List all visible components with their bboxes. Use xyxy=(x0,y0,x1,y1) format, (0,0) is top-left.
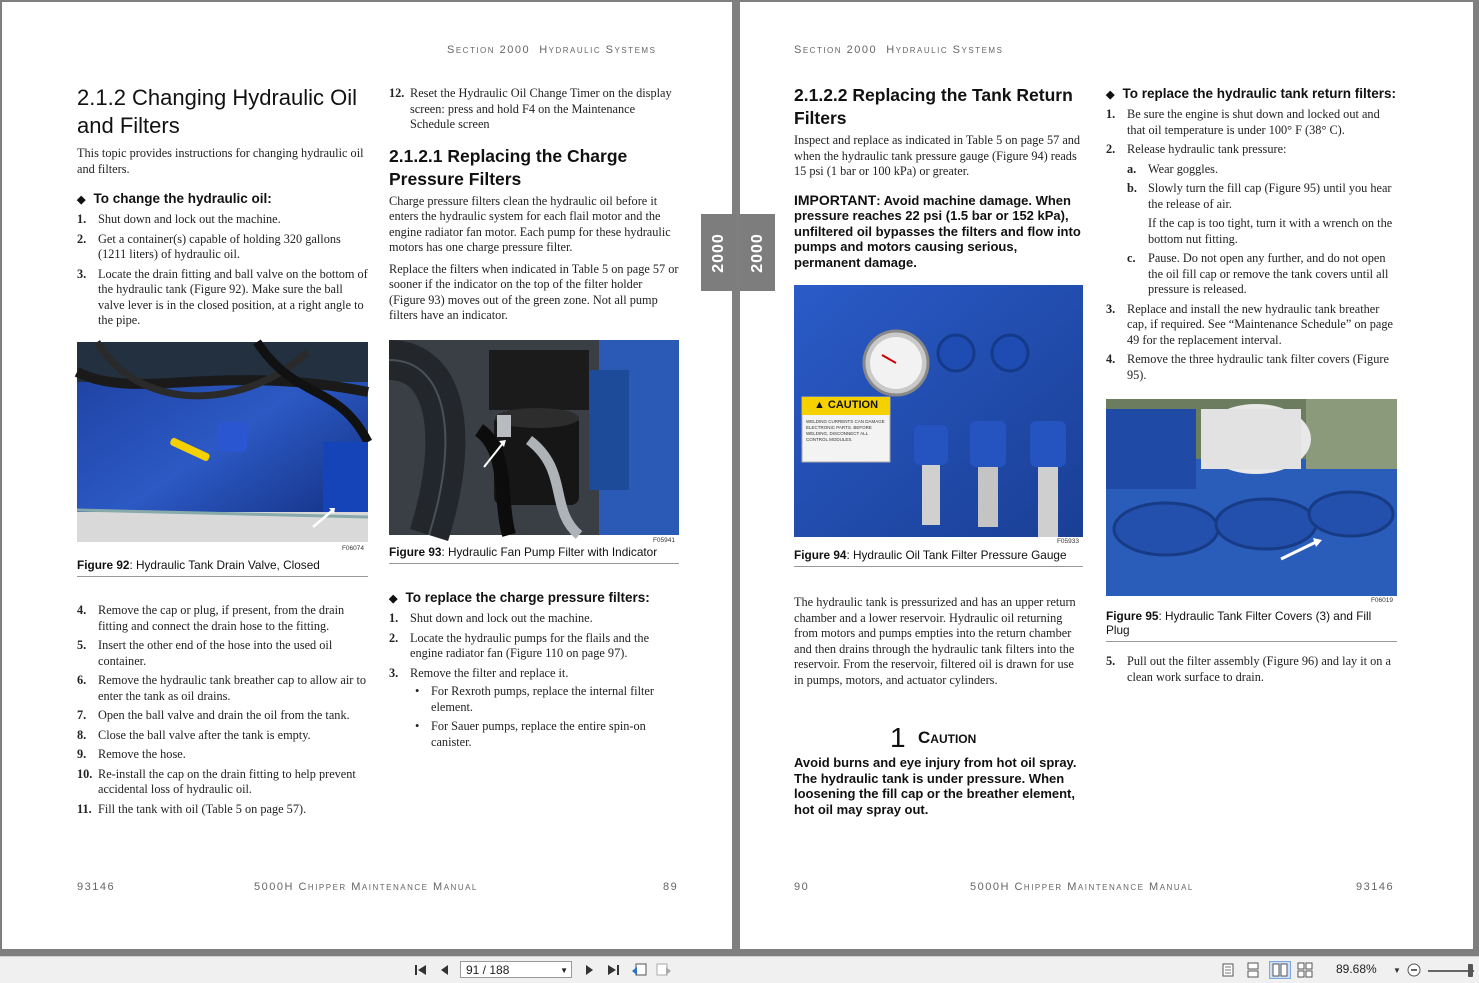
substeps-list xyxy=(1127,162,1398,298)
header-title: Hydraulic Systems xyxy=(886,44,1004,56)
step-number: 2. xyxy=(77,231,87,246)
last-page-icon[interactable] xyxy=(604,961,622,979)
figure-label: Figure 92 xyxy=(77,558,130,572)
step-text: Insert the other end of the hose into the used oil container. xyxy=(98,638,333,668)
step-number: 5. xyxy=(77,638,87,652)
right-page xyxy=(740,2,1473,949)
figure-93-photo xyxy=(389,340,679,544)
figure-caption-text: : Hydraulic Tank Drain Valve, Closed xyxy=(129,558,320,572)
first-page-icon[interactable] xyxy=(412,961,430,979)
caution-symbol: 1 xyxy=(890,722,906,753)
go-back-icon[interactable] xyxy=(630,961,648,979)
caution-sign-label: CAUTION xyxy=(827,399,879,411)
procedure-title xyxy=(389,590,681,605)
caution-sign-header: ▲ CAUTION xyxy=(813,399,879,411)
paragraph: Charge pressure filters clean the hydraulic oil before it enters the hydraulic system for each flail motor and the engine radiator fan motor. Each pump for these hydraulic motors has one charge pressure filter. xyxy=(389,193,671,254)
step-text: Remove the hose. xyxy=(98,747,186,761)
header-section: Section 2000 xyxy=(447,44,531,56)
figure-number: F05941 xyxy=(652,537,675,544)
list-item xyxy=(1106,654,1398,685)
left-column-1-lower xyxy=(77,603,369,821)
step-text: Pull out the filter assembly (Figure 96) and lay it on a clean work surface to drain. xyxy=(1127,654,1391,684)
bullet-item: • For Sauer pumps, replace the entire spin-on canister. xyxy=(410,719,681,750)
caution-heading xyxy=(890,722,976,754)
procedure-title-text: To replace the charge pressure filters: xyxy=(405,590,650,605)
step-text: Re-install the cap on the drain fitting to help prevent accidental loss of hydraulic oil. xyxy=(98,766,356,796)
step-text: Fill the tank with oil (Table 5 on page 57). xyxy=(98,801,307,816)
step-number: 9. xyxy=(77,747,87,761)
subsection-title: 2.1.2.2 Replacing the Tank Return Filters xyxy=(794,85,1073,128)
list-item xyxy=(77,708,369,724)
step-number: 8. xyxy=(77,727,87,742)
figure-caption-text: : Hydraulic Fan Pump Filter with Indicator xyxy=(441,545,658,559)
list-item xyxy=(77,673,369,704)
section-tab-label: 2000 xyxy=(709,232,727,273)
list-item xyxy=(389,666,681,751)
step-text: Locate the hydraulic pumps for the flails and the engine radiator fan (Figure 110 on page 97). xyxy=(410,630,650,660)
figure-label: Figure 95 xyxy=(1106,609,1159,623)
diamond-icon: ◆ xyxy=(77,194,86,206)
continuous-view-icon[interactable] xyxy=(1244,961,1262,979)
two-page-view-icon[interactable] xyxy=(1269,961,1291,979)
caution-body: Avoid burns and eye injury from hot oil spray. The hydraulic tank is under pressure. When loosening the fill cap or the breather element, hot oil may spray out. xyxy=(794,755,1077,817)
steps-list-b xyxy=(77,603,369,817)
step-text: Open the ball valve and drain the oil from the tank. xyxy=(98,708,350,722)
section-title: 2.1.2 Changing Hydraulic Oil and Filters xyxy=(77,85,358,138)
substep-letter: c. xyxy=(1127,251,1136,265)
page-header xyxy=(447,44,656,56)
step-number: 4. xyxy=(1106,352,1116,366)
step-text: Remove the filter and replace it. xyxy=(410,665,569,680)
procedure-title-text: To replace the hydraulic tank return filters: xyxy=(1122,86,1397,101)
right-column-1 xyxy=(794,84,1084,270)
footer-doc-number: 93146 xyxy=(77,881,116,893)
procedure-title-text: To change the hydraulic oil: xyxy=(93,191,272,206)
step-number: 10. xyxy=(77,766,93,781)
step-number: 12. xyxy=(389,86,405,100)
substep-text: Slowly turn the fill cap (Figure 95) until you hear the release of air. xyxy=(1148,181,1392,211)
step-text: Close the ball valve after the tank is empty. xyxy=(98,727,311,742)
footer-doc-number: 93146 xyxy=(1356,881,1395,893)
substep-letter: a. xyxy=(1127,161,1137,176)
drain-valve-image xyxy=(77,342,368,542)
substep-note: If the cap is too tight, turn it with a wrench on the bottom nut fitting. xyxy=(1148,216,1393,246)
list-item xyxy=(1106,352,1398,383)
step-number: 1. xyxy=(1106,107,1116,121)
section-tab xyxy=(740,214,775,291)
tank-filter-covers-image xyxy=(1106,399,1397,596)
diamond-icon: ◆ xyxy=(389,593,398,605)
step-number: 4. xyxy=(77,603,87,617)
step-text: Be sure the engine is shut down and locked out and that oil temperature is under 100° F (38° C). xyxy=(1127,107,1380,137)
step-text: Remove the hydraulic tank breather cap to allow air to enter the tank as oil drains. xyxy=(98,673,367,703)
figure-caption-text: : Hydraulic Tank Filter Covers (3) and Fill Plug xyxy=(1106,609,1372,637)
list-item xyxy=(77,802,369,818)
list-item xyxy=(77,603,369,634)
list-item xyxy=(1127,181,1398,247)
figure-caption-text: : Hydraulic Oil Tank Filter Pressure Gauge xyxy=(846,548,1067,562)
zoom-out-icon[interactable] xyxy=(1405,961,1423,979)
list-item xyxy=(1106,107,1398,138)
section-tab xyxy=(701,214,736,291)
step-text: Shut down and lock out the machine. xyxy=(98,212,281,226)
paragraph: The hydraulic tank is pressurized and has an upper return chamber and a lower reservoir. Hydraulic oil returning from motors and pumps empties into the return chamber and then drains through the hydraulic tank filters into the reservoir. From the reservoir, filtered oil is drawn for use in pumps, motors, and actuator cylinders. xyxy=(794,595,1076,687)
right-column-2 xyxy=(1106,86,1398,387)
step-number: 2. xyxy=(1106,142,1116,156)
intro-text: This topic provides instructions for changing hydraulic oil and filters. xyxy=(77,146,364,176)
step-text: Reset the Hydraulic Oil Change Timer on the display screen: press and hold F4 on the Maintenance Schedule screen xyxy=(410,86,672,131)
fan-pump-filter-image xyxy=(389,340,679,535)
left-column-2 xyxy=(389,86,681,324)
important-label: IMPORTANT xyxy=(794,191,877,208)
step-number: 11. xyxy=(77,801,92,816)
step-number: 3. xyxy=(77,266,87,281)
substep-text: Wear goggles. xyxy=(1148,161,1219,176)
figure-number: F06074 xyxy=(341,545,364,552)
caution-title: Caution xyxy=(918,728,977,747)
subsection-title: 2.1.2.1 Replacing the Charge Pressure Filters xyxy=(389,145,628,189)
figure-95-caption xyxy=(1106,609,1397,642)
step-number: 7. xyxy=(77,708,87,722)
figure-94-photo xyxy=(794,285,1083,545)
next-page-icon[interactable] xyxy=(580,961,598,979)
step-text: Release hydraulic tank pressure: xyxy=(1127,142,1287,156)
step-text: Replace and install the new hydraulic tank breather cap, if required. See “Maintenance Schedule” on page 49 for the replacement interval. xyxy=(1127,301,1393,347)
go-forward-icon[interactable] xyxy=(655,961,673,979)
list-item xyxy=(77,212,369,228)
steps-list-a xyxy=(77,212,369,329)
list-item xyxy=(77,638,369,669)
step-number: 3. xyxy=(1106,301,1116,316)
chevron-down-icon[interactable]: ▼ xyxy=(560,966,568,975)
step-text: Remove the three hydraulic tank filter covers (Figure 95). xyxy=(1127,352,1389,382)
footer-title: 5000H Chipper Maintenance Manual xyxy=(254,881,478,893)
figure-label: Figure 94 xyxy=(794,548,847,562)
list-item xyxy=(77,267,369,329)
list-item xyxy=(1106,302,1398,349)
step-number: 5. xyxy=(1106,654,1116,668)
footer-page-number: 90 xyxy=(794,881,810,893)
single-page-view-icon[interactable] xyxy=(1219,961,1237,979)
step-number: 1. xyxy=(389,611,399,625)
procedure-title xyxy=(1106,86,1398,101)
list-item xyxy=(77,728,369,744)
figure-number: F05933 xyxy=(1056,538,1079,545)
pressure-gauge-image xyxy=(794,285,1083,537)
right-column-2-lower xyxy=(1106,654,1398,689)
figure-93-caption xyxy=(389,545,679,564)
list-item xyxy=(77,767,369,798)
page-indicator-text: 91 / 188 xyxy=(466,963,510,977)
figure-92-photo xyxy=(77,342,368,552)
substep-text: Pause. Do not open any further, and do not open the oil fill cap or remove the tank covers until all pressure is released. xyxy=(1148,251,1389,296)
steps-list-1-2 xyxy=(1106,107,1398,383)
figure-94-caption xyxy=(794,548,1083,567)
list-item xyxy=(389,611,681,627)
section-tab-label: 2000 xyxy=(748,232,766,273)
step-text: Locate the drain fitting and ball valve on the bottom of the hydraulic tank (Figure 92). Make sure the ball valve lever is in the closed position, at a right angle to the pipe. xyxy=(98,266,368,327)
figure-number: F06019 xyxy=(1370,597,1393,604)
zoom-slider-handle[interactable] xyxy=(1468,964,1473,977)
zoom-slider[interactable] xyxy=(1428,970,1474,972)
paragraph: Inspect and replace as indicated in Table 5 on page 57 and when the hydraulic tank pressure gauge (Figure 94) reads 15 psi (1 bar or 100 kPa) or greater. xyxy=(794,133,1081,178)
left-page xyxy=(2,2,732,949)
step-number: 2. xyxy=(389,630,399,645)
figure-95-photo xyxy=(1106,399,1397,604)
figure-92-caption xyxy=(77,558,368,577)
left-column-1 xyxy=(77,84,369,333)
important-notice xyxy=(794,193,1084,271)
header-section: Section 2000 xyxy=(794,44,878,56)
procedure-title xyxy=(77,191,369,206)
list-item xyxy=(389,631,681,662)
bullet-item: • For Rexroth pumps, replace the internal filter element. xyxy=(410,684,681,715)
diamond-icon: ◆ xyxy=(1106,89,1115,101)
footer-page-number: 89 xyxy=(663,881,679,893)
step-number: 1. xyxy=(77,212,87,226)
zoom-level: 89.68% xyxy=(1336,962,1377,976)
figure-label: Figure 93 xyxy=(389,545,442,559)
paragraph: Replace the filters when indicated in Table 5 on page 57 or sooner if the indicator on the top of the filter holder (Figure 93) moves out of the green zone. Not all pump filters have an indicator. xyxy=(389,261,679,322)
step-text: Shut down and lock out the machine. xyxy=(410,611,593,625)
page-header xyxy=(794,44,1003,56)
list-item xyxy=(389,86,681,133)
list-item xyxy=(1106,142,1398,298)
step-12-list xyxy=(389,86,681,133)
zoom-dropdown-icon[interactable]: ▼ xyxy=(1393,965,1401,975)
left-column-2-lower xyxy=(389,590,681,754)
prev-page-icon[interactable] xyxy=(436,961,454,979)
list-item xyxy=(1127,162,1398,178)
two-page-continuous-icon[interactable] xyxy=(1296,961,1314,979)
bullet-list xyxy=(410,684,681,750)
steps-list-c xyxy=(389,611,681,750)
substep-letter: b. xyxy=(1127,181,1137,195)
step-5-list xyxy=(1106,654,1398,685)
footer-title: 5000H Chipper Maintenance Manual xyxy=(970,881,1194,893)
step-text: Remove the cap or plug, if present, from the drain fitting and connect the drain hose to the fitting. xyxy=(98,603,345,633)
page-number-input[interactable] xyxy=(460,961,572,978)
list-item xyxy=(77,232,369,263)
important-text: : Avoid machine damage. When pressure reaches 22 psi (1.5 bar or 152 kPa), unfiltered oil bypasses the filters and flow into pumps and motors causing serious, permanent damage. xyxy=(794,192,1081,270)
viewer-toolbar xyxy=(0,956,1479,983)
header-title: Hydraulic Systems xyxy=(539,44,657,56)
step-number: 6. xyxy=(77,673,87,687)
list-item xyxy=(1127,251,1398,298)
step-number: 3. xyxy=(389,665,399,680)
list-item xyxy=(77,747,369,763)
caution-sign-text: WELDING CURRENTS CAN DAMAGE ELECTRONIC PARTS. BEFORE WELDING, DISCONNECT ALL CONTROL MODULES. xyxy=(806,419,885,442)
step-text: Get a container(s) capable of holding 320 gallons (1211 liters) of hydraulic oil. xyxy=(98,231,341,261)
